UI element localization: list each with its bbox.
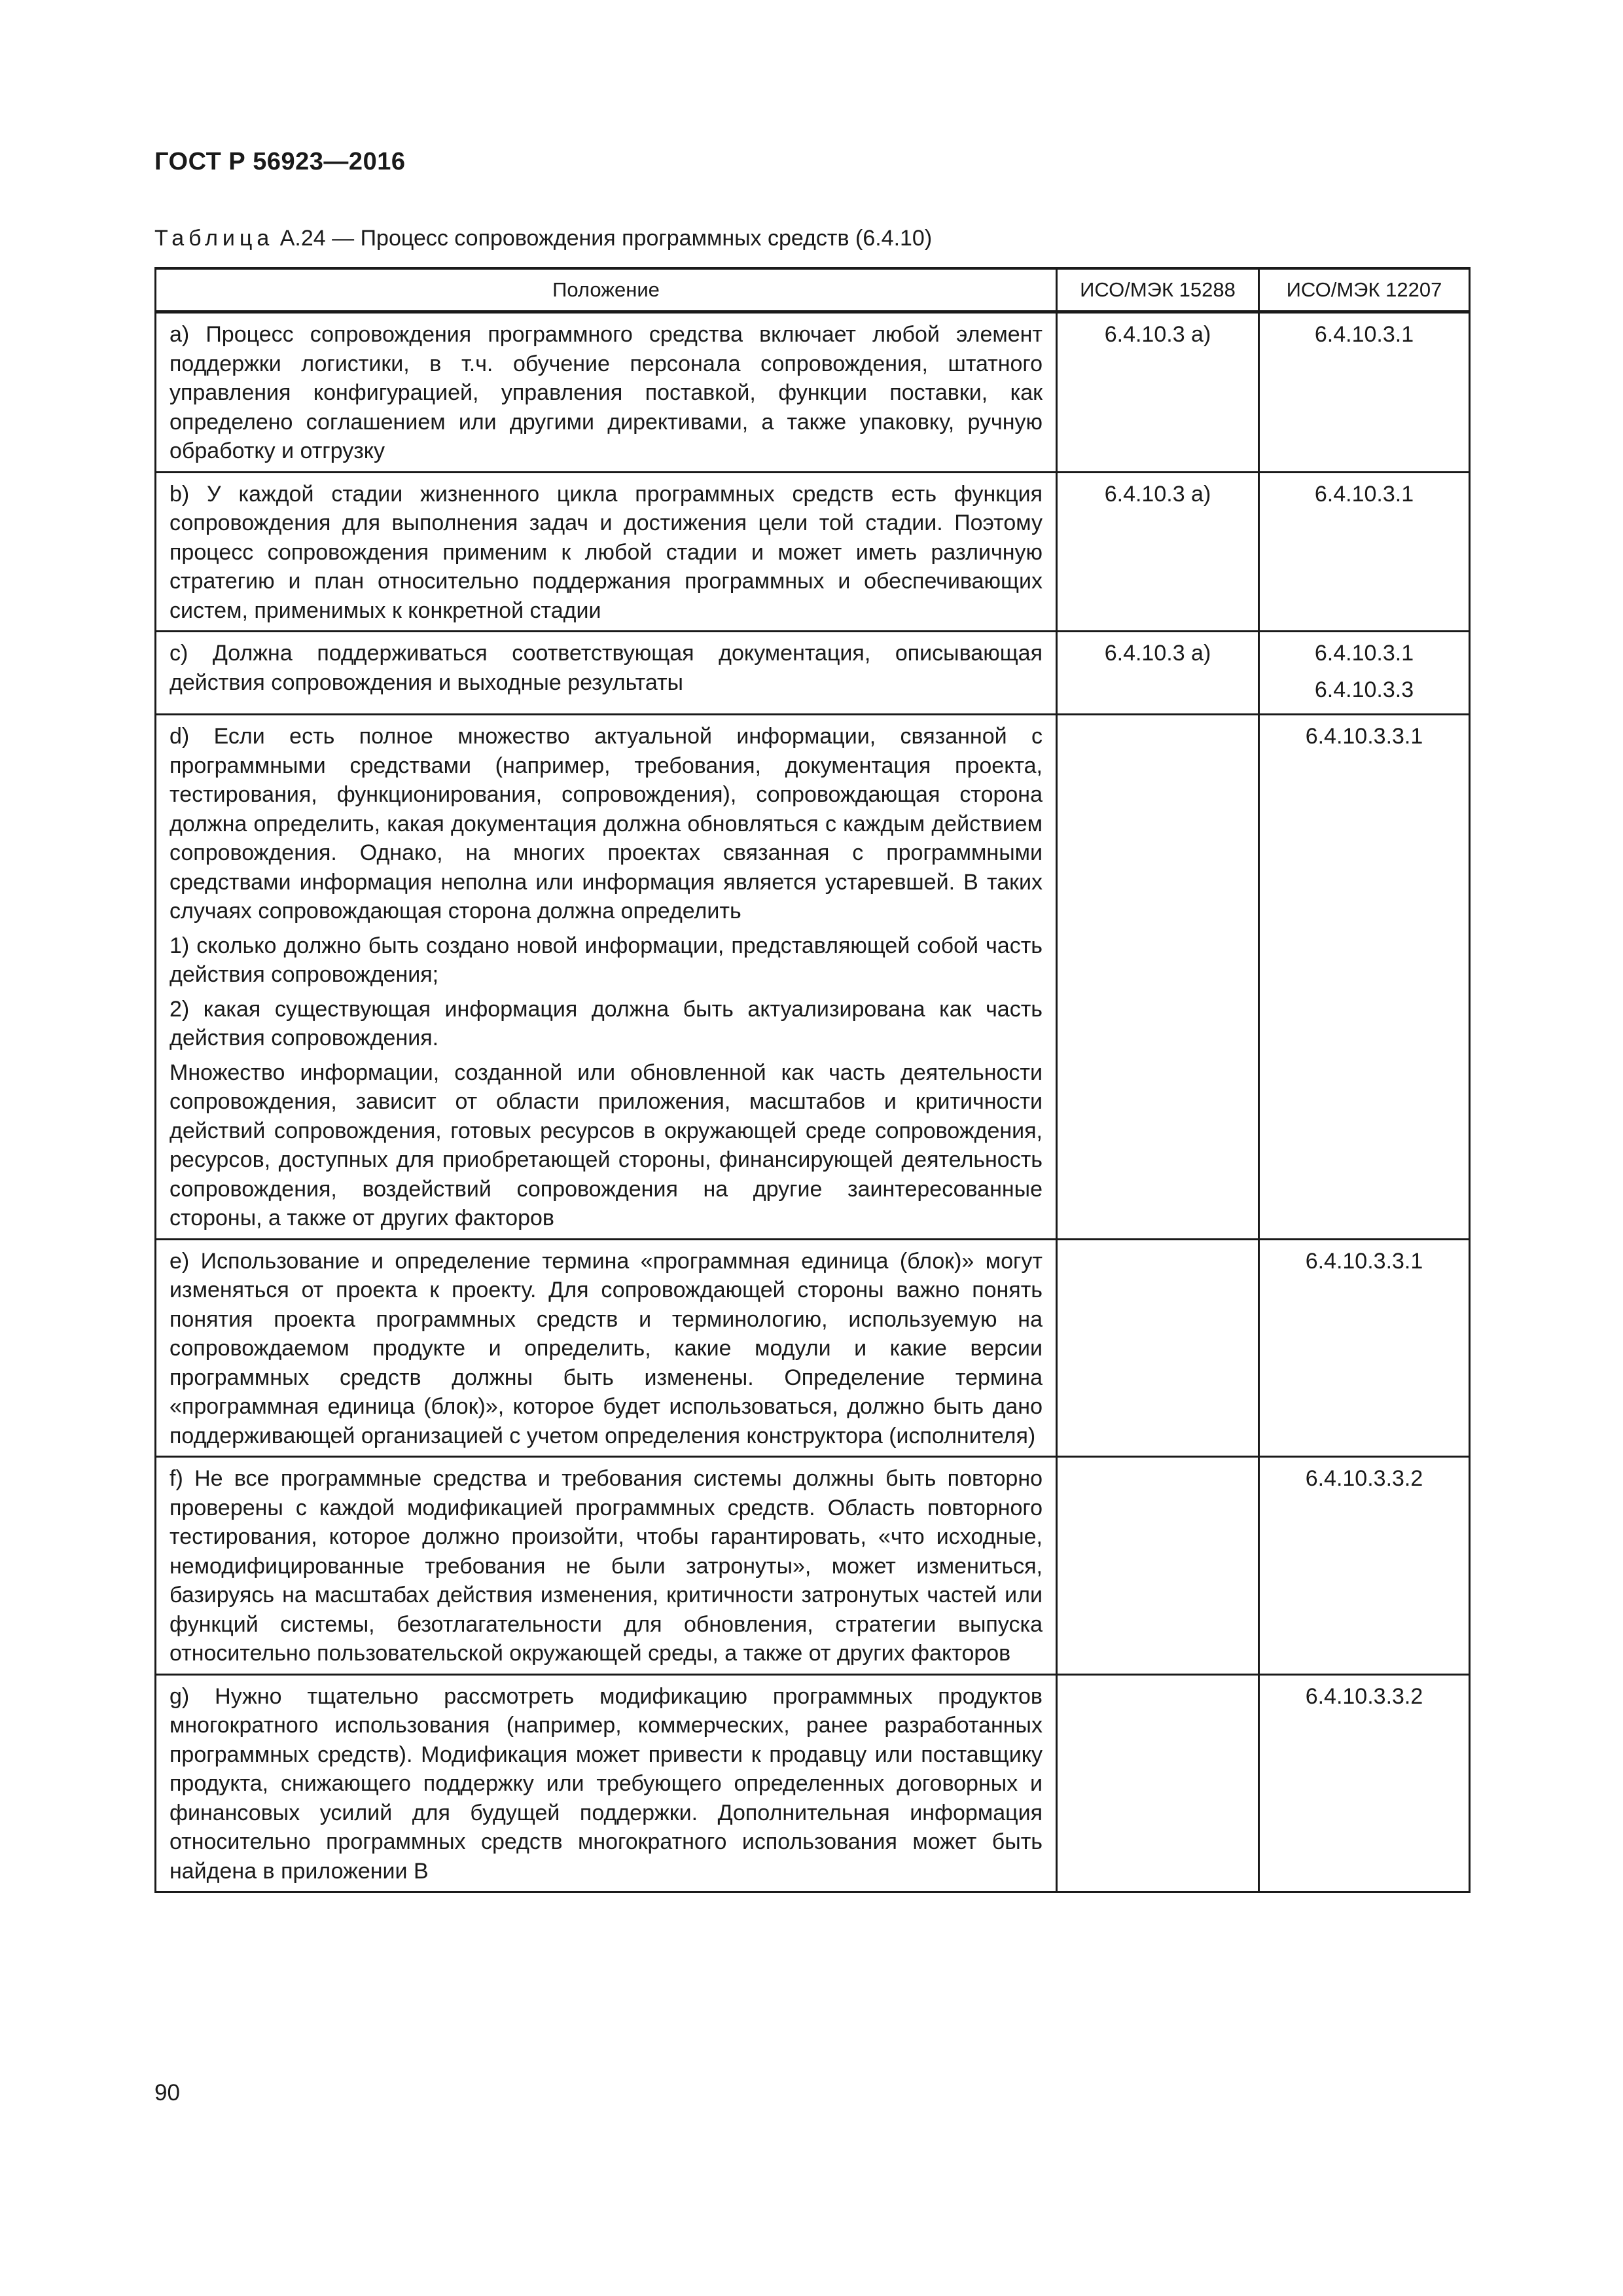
iso12207-cell [1259,1674,1470,1892]
iso15288-cell [1057,472,1259,632]
table-row [156,715,1470,1240]
iso12207-ref: 6.4.10.3.3.1 [1305,1248,1423,1274]
iso15288-ref: 6.4.10.3 а) [1104,641,1211,666]
iso15288-ref: 6.4.10.3 а) [1104,481,1211,507]
column-header-iso12207: ИСО/МЭК 12207 [1259,268,1470,312]
provision-text: с) Должна поддерживаться соответствующая документация, описывающая действия сопровождения и выходные результаты [169,641,1043,695]
iso12207-cell [1259,1457,1470,1675]
iso12207-ref: 6.4.10.3.3.2 [1305,1683,1423,1709]
iso12207-ref: 6.4.10.3.1 [1314,322,1414,347]
table-header-row [156,268,1470,312]
iso12207-ref: 6.4.10.3.3 [1314,677,1414,702]
table-row [156,632,1470,715]
iso12207-cell [1259,632,1470,715]
table-caption-title: А.24 — Процесс сопровождения программных средств (6.4.10) [274,226,933,251]
iso15288-cell [1057,1674,1259,1892]
provision-text: d) Если есть полное множество актуальной информации, связанной с программными средствами (например, требования, документация проекта, тестирования, функционирования, сопровождения), сопровождающая сторона должна определить, какая документация должна обновляться с каждым действием сопровождения. Однако, на многих проектах связанная с программными средствами информация неполна или информация является устаревшей. В таких случаях сопровождающая сторона должна определить [169,724,1043,924]
provision-text: g) Нужно тщательно рассмотреть модификацию программных продуктов многократного использования (например, коммерческих, ранее разработанных программных средств). Модификация может привести к продавцу или поставщику продукта, снижающего поддержку или требующего определенных договорных и финансовых усилий для будущей поддержки. Дополнительная информация относительно программных средств многократного использования может быть найдена в приложении В [169,1683,1043,1884]
provision-cell [156,472,1057,632]
provision-text: Множество информации, созданной или обновленной как часть деятельности сопровождения, зависит от области приложения, масштабов и критичности действий сопровождения, готовых ресурсов в окружающей среде сопровождения, ресурсов, доступных для приобретающей стороны, финансирующей деятельность сопровождения, воздействий сопровождения на другие заинтересованные стороны, а также от других факторов [169,1060,1043,1230]
iso15288-cell [1057,632,1259,715]
table-row [156,312,1470,473]
provision-list-item: 2) какая существующая информация должна быть актуализирована как часть действия сопровождения. [169,996,1043,1050]
provision-text: е) Использование и определение термина «программная единица (блок)» могут изменяться от проекта к проекту. Для сопровождающей стороны важно понять понятия проекта программных средств и терминологию, используемую на сопровождаемом продукте и определить, какие модули и какие версии программных средств должны быть изменены. Определение термина «программная единица (блок)», которое будет использоваться, должно быть дано поддерживающей организацией с учетом определения конструктора (исполнителя) [169,1248,1043,1448]
table-row [156,1239,1470,1457]
iso12207-ref: 6.4.10.3.3.1 [1305,724,1423,749]
provision-cell [156,1674,1057,1892]
table-caption [154,226,932,251]
iso12207-cell [1259,715,1470,1240]
table-container [154,267,1469,1893]
provision-cell [156,1239,1057,1457]
process-table [154,267,1471,1893]
table-row [156,1674,1470,1892]
provision-text: b) У каждой стадии жизненного цикла программных средств есть функция сопровождения для выполнения задач и достижения цели той стадии. Поэтому процесс сопровождения применим к любой стадии и может иметь различную стратегию и план относительно поддержания программных и обеспечивающих систем, применимых к конкретной стадии [169,481,1043,623]
provision-cell [156,632,1057,715]
iso15288-ref: 6.4.10.3 а) [1104,322,1211,347]
provision-list-item: 1) сколько должно быть создано новой информации, представляющей собой часть действия сопровождения; [169,933,1043,987]
iso12207-cell [1259,312,1470,473]
table-caption-label: Таблица [154,226,274,251]
iso15288-cell [1057,715,1259,1240]
provision-cell [156,715,1057,1240]
provision-cell [156,1457,1057,1675]
column-header-iso15288: ИСО/МЭК 15288 [1057,268,1259,312]
provision-text: а) Процесс сопровождения программного средства включает любой элемент поддержки логистики, в т.ч. обучение персонала сопровождения, штатного управления конфигурацией, управления поставкой, функции поставки, как определено соглашением или другими директивами, а также упаковку, ручную обработку и отгрузку [169,322,1043,463]
iso15288-cell [1057,312,1259,473]
provision-text: f) Не все программные средства и требования системы должны быть повторно проверены с каждой модификацией программных средств. Область повторного тестирования, которое должно произойти, чтобы гарантировать, «что исходные, немодифицированные требования не были затронуты», может измениться, базируясь на масштабах действия изменения, критичности затронутых частей или функций системы, безотлагательности для обновления, стратегии выпуска относительно пользовательской окружающей среды, а также от других факторов [169,1466,1043,1666]
provision-cell [156,312,1057,473]
page-number: 90 [154,2080,180,2106]
table-row [156,472,1470,632]
iso12207-ref: 6.4.10.3.3.2 [1305,1466,1423,1491]
table-row [156,1457,1470,1675]
iso15288-cell [1057,1457,1259,1675]
iso12207-cell [1259,1239,1470,1457]
iso12207-cell [1259,472,1470,632]
iso15288-cell [1057,1239,1259,1457]
document-code-header: ГОСТ Р 56923—2016 [154,148,406,175]
column-header-provision: Положение [156,268,1057,312]
iso12207-ref: 6.4.10.3.1 [1314,641,1414,666]
iso12207-ref: 6.4.10.3.1 [1314,481,1414,507]
